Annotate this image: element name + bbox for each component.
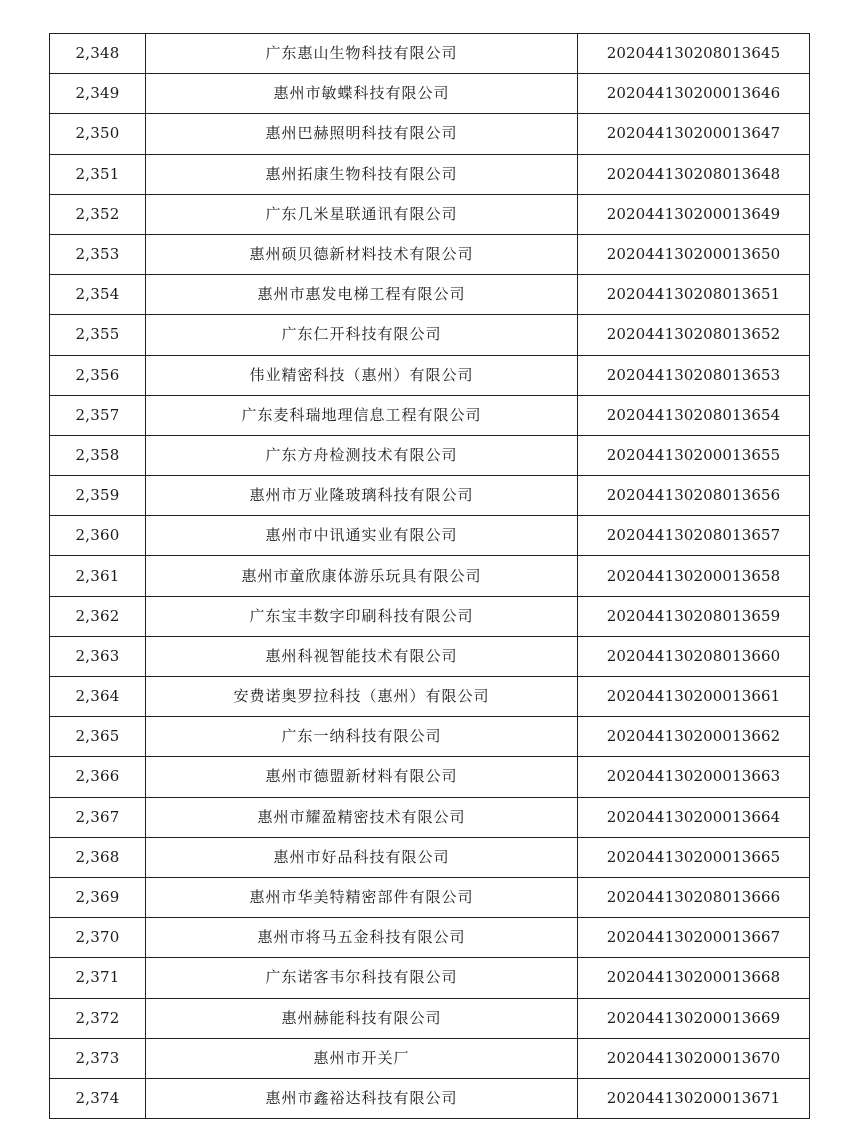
registration-code-cell: 202044130200013646 — [578, 74, 810, 114]
table-row — [50, 757, 810, 797]
registration-code-cell: 202044130208013651 — [578, 275, 810, 315]
table-row — [50, 34, 810, 74]
registration-code-cell: 202044130208013645 — [578, 34, 810, 74]
company-name-cell: 惠州市德盟新材料有限公司 — [146, 757, 578, 797]
table-row — [50, 275, 810, 315]
row-number-cell: 2,363 — [50, 636, 146, 676]
registration-code-cell: 202044130200013668 — [578, 958, 810, 998]
registration-code-cell: 202044130208013648 — [578, 154, 810, 194]
row-number-cell: 2,351 — [50, 154, 146, 194]
company-list-table — [49, 33, 810, 1119]
company-name-cell: 广东方舟检测技术有限公司 — [146, 435, 578, 475]
row-number-cell: 2,361 — [50, 556, 146, 596]
row-number-cell: 2,373 — [50, 1038, 146, 1078]
registration-code-cell: 202044130208013666 — [578, 877, 810, 917]
registration-code-cell: 202044130200013664 — [578, 797, 810, 837]
registration-code-cell: 202044130208013660 — [578, 636, 810, 676]
table-row — [50, 918, 810, 958]
company-name-cell: 广东麦科瑞地理信息工程有限公司 — [146, 395, 578, 435]
row-number-cell: 2,370 — [50, 918, 146, 958]
table-row — [50, 1078, 810, 1118]
row-number-cell: 2,350 — [50, 114, 146, 154]
table-row — [50, 476, 810, 516]
row-number-cell: 2,358 — [50, 435, 146, 475]
row-number-cell: 2,374 — [50, 1078, 146, 1118]
registration-code-cell: 202044130200013663 — [578, 757, 810, 797]
company-name-cell: 惠州拓康生物科技有限公司 — [146, 154, 578, 194]
company-name-cell: 惠州硕贝德新材料技术有限公司 — [146, 234, 578, 274]
company-name-cell: 惠州市耀盈精密技术有限公司 — [146, 797, 578, 837]
row-number-cell: 2,362 — [50, 596, 146, 636]
row-number-cell: 2,359 — [50, 476, 146, 516]
row-number-cell: 2,368 — [50, 837, 146, 877]
table-row — [50, 596, 810, 636]
table-row — [50, 998, 810, 1038]
table-row — [50, 435, 810, 475]
row-number-cell: 2,348 — [50, 34, 146, 74]
row-number-cell: 2,356 — [50, 355, 146, 395]
company-name-cell: 安费诺奥罗拉科技（惠州）有限公司 — [146, 677, 578, 717]
table-row — [50, 1038, 810, 1078]
registration-code-cell: 202044130200013669 — [578, 998, 810, 1038]
company-name-cell: 广东惠山生物科技有限公司 — [146, 34, 578, 74]
registration-code-cell: 202044130200013655 — [578, 435, 810, 475]
company-name-cell: 广东诺客韦尔科技有限公司 — [146, 958, 578, 998]
row-number-cell: 2,357 — [50, 395, 146, 435]
company-name-cell: 广东几米星联通讯有限公司 — [146, 194, 578, 234]
row-number-cell: 2,355 — [50, 315, 146, 355]
company-name-cell: 惠州科视智能技术有限公司 — [146, 636, 578, 676]
company-name-cell: 惠州市惠发电梯工程有限公司 — [146, 275, 578, 315]
table-row — [50, 114, 810, 154]
table-row — [50, 837, 810, 877]
company-name-cell: 惠州市敏蝶科技有限公司 — [146, 74, 578, 114]
registration-code-cell: 202044130208013653 — [578, 355, 810, 395]
row-number-cell: 2,364 — [50, 677, 146, 717]
row-number-cell: 2,352 — [50, 194, 146, 234]
company-name-cell: 惠州市童欣康体游乐玩具有限公司 — [146, 556, 578, 596]
company-name-cell: 惠州市好品科技有限公司 — [146, 837, 578, 877]
company-name-cell: 惠州市中讯通实业有限公司 — [146, 516, 578, 556]
row-number-cell: 2,360 — [50, 516, 146, 556]
row-number-cell: 2,369 — [50, 877, 146, 917]
row-number-cell: 2,371 — [50, 958, 146, 998]
row-number-cell: 2,349 — [50, 74, 146, 114]
table-row — [50, 74, 810, 114]
table-row — [50, 636, 810, 676]
company-name-cell: 惠州赫能科技有限公司 — [146, 998, 578, 1038]
table-body — [50, 34, 810, 1119]
table-row — [50, 154, 810, 194]
table-row — [50, 556, 810, 596]
registration-code-cell: 202044130200013671 — [578, 1078, 810, 1118]
registration-code-cell: 202044130208013657 — [578, 516, 810, 556]
company-name-cell: 惠州市华美特精密部件有限公司 — [146, 877, 578, 917]
registration-code-cell: 202044130208013652 — [578, 315, 810, 355]
company-list-table-container — [49, 33, 809, 1119]
company-name-cell: 惠州市开关厂 — [146, 1038, 578, 1078]
table-row — [50, 194, 810, 234]
table-row — [50, 395, 810, 435]
row-number-cell: 2,353 — [50, 234, 146, 274]
table-row — [50, 717, 810, 757]
table-row — [50, 958, 810, 998]
row-number-cell: 2,354 — [50, 275, 146, 315]
registration-code-cell: 202044130200013670 — [578, 1038, 810, 1078]
registration-code-cell: 202044130208013656 — [578, 476, 810, 516]
registration-code-cell: 202044130200013661 — [578, 677, 810, 717]
table-row — [50, 355, 810, 395]
registration-code-cell: 202044130200013650 — [578, 234, 810, 274]
row-number-cell: 2,372 — [50, 998, 146, 1038]
registration-code-cell: 202044130208013659 — [578, 596, 810, 636]
table-row — [50, 315, 810, 355]
company-name-cell: 惠州市万业隆玻璃科技有限公司 — [146, 476, 578, 516]
registration-code-cell: 202044130200013665 — [578, 837, 810, 877]
table-row — [50, 516, 810, 556]
row-number-cell: 2,367 — [50, 797, 146, 837]
registration-code-cell: 202044130200013649 — [578, 194, 810, 234]
company-name-cell: 伟业精密科技（惠州）有限公司 — [146, 355, 578, 395]
company-name-cell: 广东一纳科技有限公司 — [146, 717, 578, 757]
registration-code-cell: 202044130208013654 — [578, 395, 810, 435]
company-name-cell: 惠州市鑫裕达科技有限公司 — [146, 1078, 578, 1118]
registration-code-cell: 202044130200013658 — [578, 556, 810, 596]
company-name-cell: 广东仁开科技有限公司 — [146, 315, 578, 355]
table-row — [50, 797, 810, 837]
row-number-cell: 2,365 — [50, 717, 146, 757]
table-row — [50, 234, 810, 274]
company-name-cell: 广东宝丰数字印刷科技有限公司 — [146, 596, 578, 636]
registration-code-cell: 202044130200013662 — [578, 717, 810, 757]
company-name-cell: 惠州市将马五金科技有限公司 — [146, 918, 578, 958]
table-row — [50, 877, 810, 917]
company-name-cell: 惠州巴赫照明科技有限公司 — [146, 114, 578, 154]
table-row — [50, 677, 810, 717]
row-number-cell: 2,366 — [50, 757, 146, 797]
registration-code-cell: 202044130200013647 — [578, 114, 810, 154]
registration-code-cell: 202044130200013667 — [578, 918, 810, 958]
